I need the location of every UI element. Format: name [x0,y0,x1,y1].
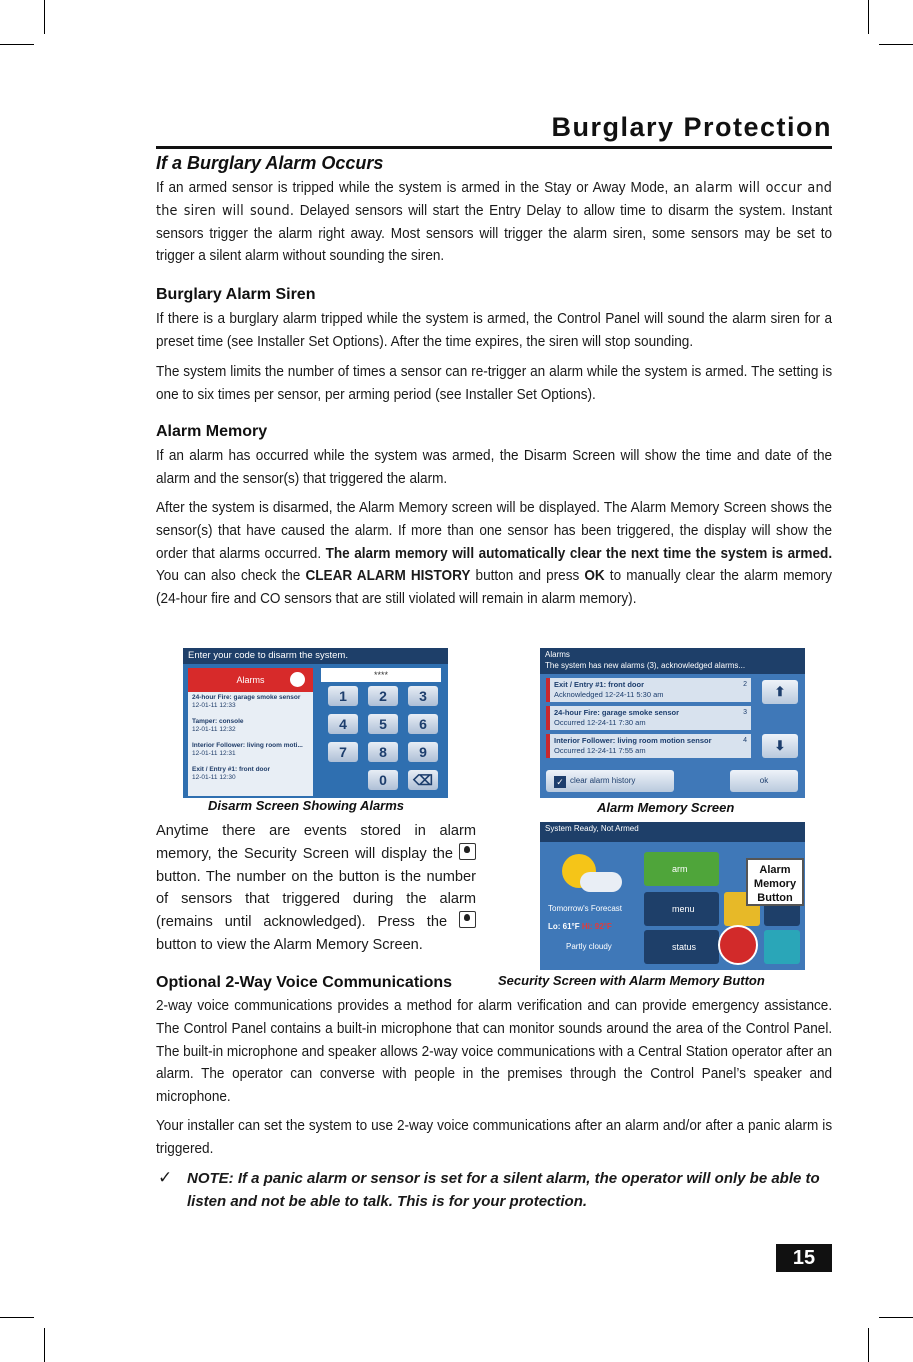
clear-alarm-history-button [546,770,674,792]
figure-caption: Alarm Memory Screen [597,800,735,815]
code-field: **** [321,668,441,682]
section-title: If a Burglary Alarm Occurs [156,153,384,173]
list-item [188,716,313,736]
row-num: 2 [743,681,747,688]
event-name: Tamper: console [192,718,244,725]
arrow-down-icon: ⬇ [762,734,798,758]
alarms-button [188,668,313,692]
note-text: If a panic alarm or sensor is set for a silent alarm, the operator will only be able to listen and not be able to talk. This is for your protection. [187,1170,820,1210]
text: After the system is disarmed, the Alarm Memory screen will be displayed. The Alarm Memory Screen shows the sensor(s) that have caused the alarm. If more than one sensor has been triggered, the display will show the order that alarms occurred. [156,500,833,562]
list-item [188,740,313,760]
crop-mark [0,1317,34,1318]
subsection-title: Burglary Alarm Siren [156,286,316,303]
paragraph: Your installer can set the system to use 2-way voice communications after an alarm and/or after a panic alarm is triggered. [156,1118,833,1157]
alarms-label: Alarms [236,675,265,685]
ok-button [730,770,798,792]
bar-subtitle: The system has new alarms (3), acknowledged alarms... [545,661,746,670]
key-9: 9 [408,742,438,762]
text: If an armed sensor is tripped while the system is armed in the Stay or Away Mode, [156,180,674,196]
row-status: Occurred 12-24-11 7:30 am [554,718,646,727]
crop-mark [879,1317,913,1318]
alarm-memory-icon [459,911,476,928]
backspace-icon: ⌫ [408,770,438,790]
disarm-screen-image [183,648,448,798]
figure-caption: Security Screen with Alarm Memory Button [498,973,765,988]
key-2: 2 [368,686,398,706]
subsection-title: Alarm Memory [156,423,268,440]
alarm-memory-screen-image [540,648,805,798]
header-rule [156,146,832,149]
event-name: Exit / Entry #1: front door [192,766,271,773]
paragraph [156,497,832,611]
paragraph: The system limits the number of times a sensor can re-trigger an alarm while the system is armed. The setting is one to six times per sensor, per arming period (see Installer Set Options). [156,364,833,403]
crop-mark [868,1328,869,1362]
forecast-label: Tomorrow's Forecast [548,904,622,913]
arrow-up-icon: ⬆ [762,680,798,704]
alarm-memory-callout: Alarm Memory Button [746,858,804,906]
screen-title [540,648,805,674]
row-status: Acknowledged 12-24-11 5:30 am [554,690,664,699]
mail-icon [764,930,800,964]
row-num: 4 [743,737,747,744]
event-time: 12-01-11 12:32 [192,726,236,733]
key-0: 0 [368,770,398,790]
checkmark-icon: ✓ [158,1168,173,1187]
note-label: NOTE: [187,1170,234,1187]
screen-title: Enter your code to disarm the system. [183,648,448,664]
crop-mark [879,44,913,45]
key-4: 4 [328,714,358,734]
key-1: 1 [328,686,358,706]
status-button [644,930,719,964]
text: button to view the Alarm Memory Screen. [156,936,423,953]
weather-panel [540,842,640,970]
paragraph: If an alarm has occurred while the system was armed, the Disarm Screen will show the time and date of the alarm and the sensor(s) that triggered the alarm. [156,448,833,487]
key-6: 6 [408,714,438,734]
crop-mark [868,0,869,34]
note [187,1168,832,1214]
bold-text: The alarm memory will automatically clear the next time the system is armed. [325,545,833,562]
list-item [188,764,313,784]
text: to manually clear the alarm memory (24-hour fire and CO sensors that are still violated will remain in alarm memory). [156,568,833,608]
event-name: 24-hour Fire: garage smoke sensor [192,694,301,701]
text: Anytime there are events stored in alarm memory, the Security Screen will display the [156,823,476,862]
row-num: 3 [743,709,747,716]
ok-label: ok [759,776,769,785]
row-name: 24-hour Fire: garage smoke sensor [554,708,680,717]
alarm-list [188,668,313,796]
arm-button [644,852,719,886]
figure-caption: Disarm Screen Showing Alarms [208,798,405,813]
paragraph: 2-way voice communications provides a method for alarm verification and can provide emergency assistance. The Control Panel contains a built-in microphone that can monitor sounds around the area of the Control Panel. The built-in microphone and speaker allows 2-way voice communications with a Central Station operator after an alarm. The operator can converse with people in the premises through the Control Panel’s speaker and microphone. [156,998,833,1106]
row-status: Occurred 12-24-11 7:55 am [554,746,646,755]
sky-label: Partly cloudy [566,942,612,951]
table-row [546,734,751,758]
table-row [546,678,751,702]
page-header-title: Burglary Protection [551,112,832,142]
text: Delayed sensors will start the Entry Delay to allow time to disarm the system. Instant sensors trigger the alarm right away. Most sensors will trigger the alarm siren, some sensors may be set to trigger a silent alarm without sounding the siren. [156,202,833,265]
event-time: 12-01-11 12:30 [192,774,236,781]
page-number: 15 [776,1244,832,1272]
cloud-shape [580,872,622,892]
key-3: 3 [408,686,438,706]
table-row [546,706,751,730]
row-name: Exit / Entry #1: front door [554,680,645,689]
key-5: 5 [368,714,398,734]
paragraph: If there is a burglary alarm tripped while the system is armed, the Control Panel will sound the alarm siren for a preset time (see Installer Set Options). After the time expires, the siren will stop sounding. [156,311,833,350]
text: button and press [470,568,585,585]
alarm-memory-button [718,925,758,965]
event-time: 12-01-11 12:31 [192,750,236,757]
screen-title: System Ready, Not Armed [540,822,805,842]
status-label: status [672,942,697,952]
menu-label: menu [672,904,695,914]
event-time: 12-01-11 12:33 [192,702,236,709]
crop-mark [0,44,34,45]
paragraph [156,820,476,957]
alarm-memory-icon [290,672,305,687]
crop-mark [44,1328,45,1362]
text: button. The number on the button is the number of sensors that triggered during the alarm (remains until acknowledged). Press the [156,868,476,931]
key-8: 8 [368,742,398,762]
event-name: Interior Follower: living room moti... [192,742,303,749]
menu-button [644,892,719,926]
checkbox-icon: ✓ [554,776,566,788]
high-temp: Hi: 92°F [581,922,612,931]
key-7: 7 [328,742,358,762]
list-item [188,692,313,712]
paragraph [156,177,832,268]
emphasis-text: an alarm will occur and the siren will sound. [156,180,833,219]
alarm-memory-icon [459,843,476,860]
bar-title: Alarms [545,650,570,659]
bold-text: CLEAR ALARM HISTORY [305,568,471,585]
bold-text: OK [584,568,605,585]
subsection-title: Optional 2-Way Voice Communications [156,974,453,991]
row-name: Interior Follower: living room motion sensor [554,736,712,745]
text: You can also check the [156,568,306,585]
clear-label: clear alarm history [570,776,636,785]
arm-label: arm [672,864,688,874]
crop-mark [44,0,45,34]
low-temp: Lo: 61°F [548,922,580,931]
